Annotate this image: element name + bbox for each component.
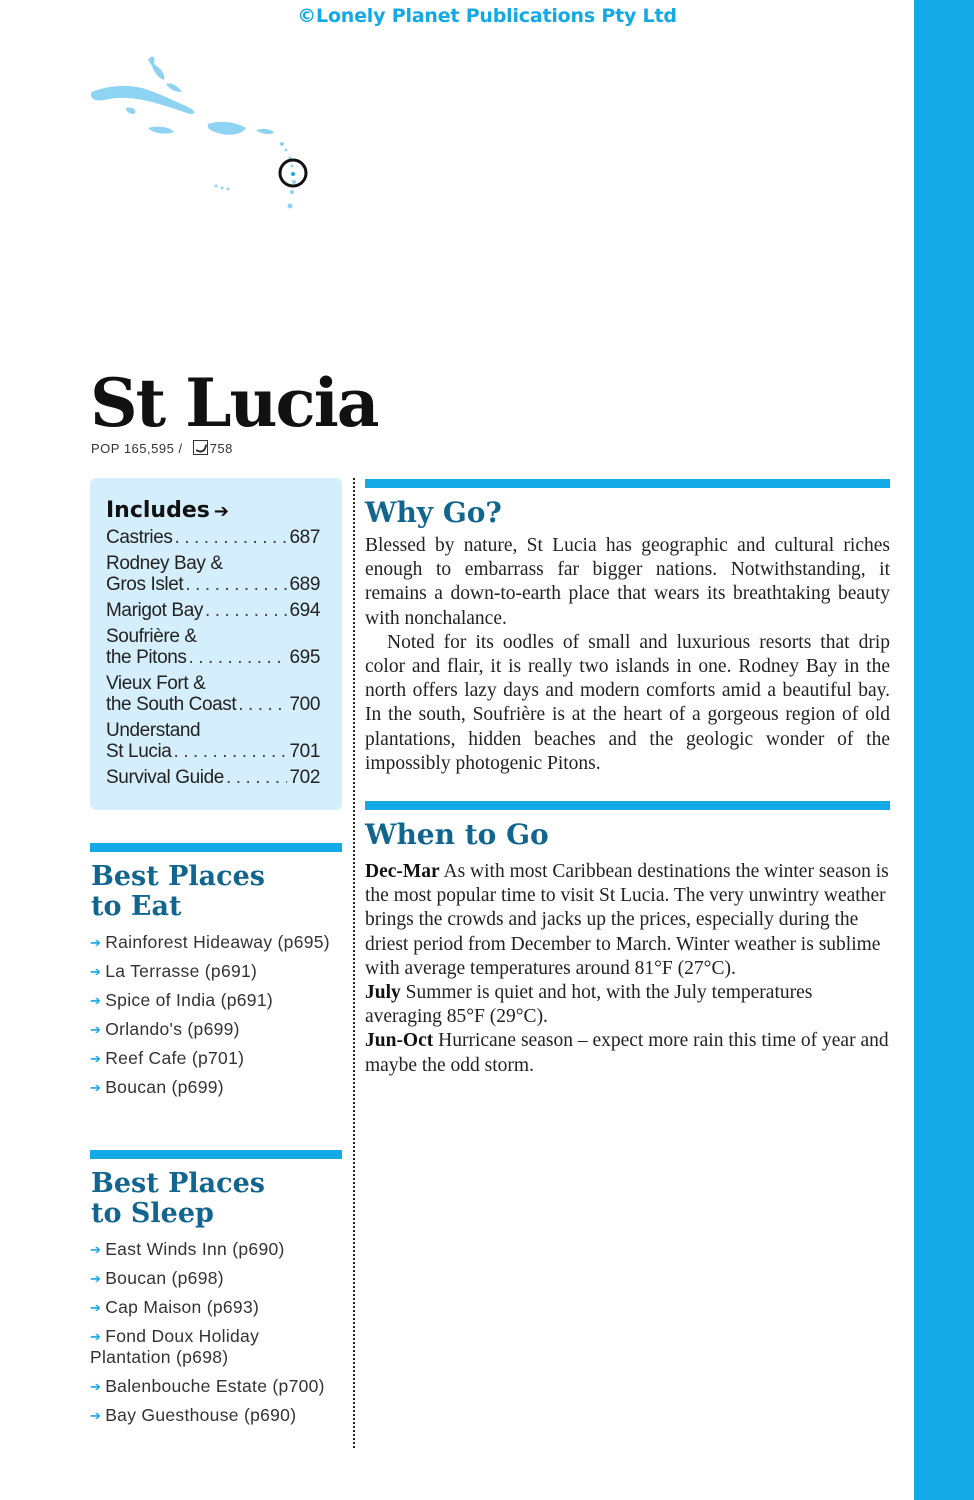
- arrow-right-icon: ➔: [90, 1329, 102, 1344]
- best-eat-list: [90, 932, 340, 1106]
- list-item[interactable]: ➔ Cap Maison (p693): [90, 1297, 260, 1317]
- arrow-right-icon: ➔: [90, 993, 102, 1008]
- caribbean-locator-map: [86, 48, 326, 218]
- separator: /: [178, 441, 183, 456]
- includes-item[interactable]: Soufrière & the Pitons . . . 695: [106, 626, 320, 668]
- list-item[interactable]: ➔ Orlando's (p699): [90, 1019, 240, 1039]
- arrow-right-icon: ➔: [90, 1271, 102, 1286]
- season-entry: Jun-Oct Hurricane season – expect more rain this time of year and maybe the odd storm.: [365, 1030, 889, 1076]
- includes-item[interactable]: Survival Guide . . . 702: [106, 767, 320, 788]
- best-sleep-heading: Best Places to Sleep: [91, 1168, 265, 1229]
- includes-box: [90, 478, 342, 810]
- best-eat-heading: Best Places to Eat: [91, 861, 265, 922]
- page-title: St Lucia: [90, 364, 378, 442]
- season-entry: July Summer is quiet and hot, with the July temperatures averaging 85°F (29°C).: [365, 982, 813, 1028]
- list-item[interactable]: ➔ Boucan (p698): [90, 1268, 224, 1288]
- column-divider: [353, 478, 355, 1448]
- why-go-heading: Why Go?: [365, 496, 502, 529]
- arrow-right-icon: ➔: [90, 1379, 102, 1394]
- page-edge-band: [914, 0, 974, 1500]
- why-go-text: [365, 534, 890, 776]
- list-item[interactable]: ➔ Boucan (p699): [90, 1077, 224, 1097]
- list-item[interactable]: ➔ Spice of India (p691): [90, 990, 273, 1010]
- arrow-right-icon: ➔: [90, 1408, 102, 1423]
- section-rule: [365, 801, 890, 810]
- list-item[interactable]: ➔ Reef Cafe (p701): [90, 1048, 245, 1068]
- population: POP 165,595: [91, 441, 175, 456]
- when-to-go-text: [365, 860, 890, 1078]
- section-rule: [90, 1150, 342, 1159]
- jamaica-shape: [148, 127, 174, 134]
- country-code: 758: [209, 441, 233, 456]
- arrow-right-icon: ➔: [90, 1022, 102, 1037]
- arrow-right-icon: ➔: [90, 964, 102, 979]
- section-rule: [90, 843, 342, 852]
- includes-item[interactable]: Marigot Bay . . . 694: [106, 600, 320, 621]
- arrow-right-icon: ➔: [90, 1300, 102, 1315]
- list-item[interactable]: ➔ Bay Guesthouse (p690): [90, 1405, 297, 1425]
- includes-item[interactable]: Rodney Bay & Gros Islet . . . 689: [106, 553, 320, 595]
- includes-item[interactable]: Castries . . . 687: [106, 527, 320, 548]
- when-to-go-heading: When to Go: [365, 818, 549, 851]
- copyright-notice: ©Lonely Planet Publications Pty Ltd: [297, 5, 677, 27]
- list-item[interactable]: ➔ Balenbouche Estate (p700): [90, 1376, 325, 1396]
- paragraph: Blessed by nature, St Lucia has geographic and cultural riches enough to embarrass far bigger nations. Notwithstanding, it remains a down-to-earth place that wears its breathtaking beauty with nonchalance.: [365, 535, 890, 629]
- hispaniola-shape: [208, 122, 246, 135]
- arrow-right-icon: ➔: [90, 1080, 102, 1095]
- list-item[interactable]: ➔ East Winds Inn (p690): [90, 1239, 285, 1259]
- bahamas-shape: [148, 57, 164, 80]
- list-item[interactable]: ➔ Fond Doux Holiday Plantation (p698): [90, 1326, 260, 1367]
- includes-title: Includes ➔: [106, 498, 229, 523]
- list-item[interactable]: ➔ La Terrasse (p691): [90, 961, 258, 981]
- section-rule: [365, 479, 890, 488]
- arrow-right-icon: ➔: [213, 501, 229, 522]
- best-sleep-list: [90, 1239, 340, 1434]
- arrow-right-icon: ➔: [90, 1051, 102, 1066]
- season-entry: Dec-Mar As with most Caribbean destinations the winter season is the most popular time to visit St Lucia. The very unwintry weather brings the crowds and jacks up the prices, especially during the driest period from December to March. Winter weather is sublime with average temperatures around 81°F (27°C).: [365, 861, 889, 979]
- puerto-rico-shape: [256, 129, 274, 134]
- phone-code-icon: [193, 440, 208, 455]
- population-line: [91, 440, 233, 456]
- arrow-right-icon: ➔: [90, 935, 102, 950]
- paragraph: Noted for its oodles of small and luxurious resorts that drip color and flair, it is really two islands in one. Rodney Bay in the north offers lazy days and modern comforts amid a beautiful bay. In the south, Soufrière is at the heart of a gorgeous region of old plantations, hidden beaches and the geologic wonder of the impossibly photogenic Pitons.: [365, 631, 890, 774]
- includes-item[interactable]: Vieux Fort & the South Coast . . . 700: [106, 673, 320, 715]
- includes-item[interactable]: Understand St Lucia . . . 701: [106, 720, 320, 762]
- arrow-right-icon: ➔: [90, 1242, 102, 1257]
- list-item[interactable]: ➔ Rainforest Hideaway (p695): [90, 932, 330, 952]
